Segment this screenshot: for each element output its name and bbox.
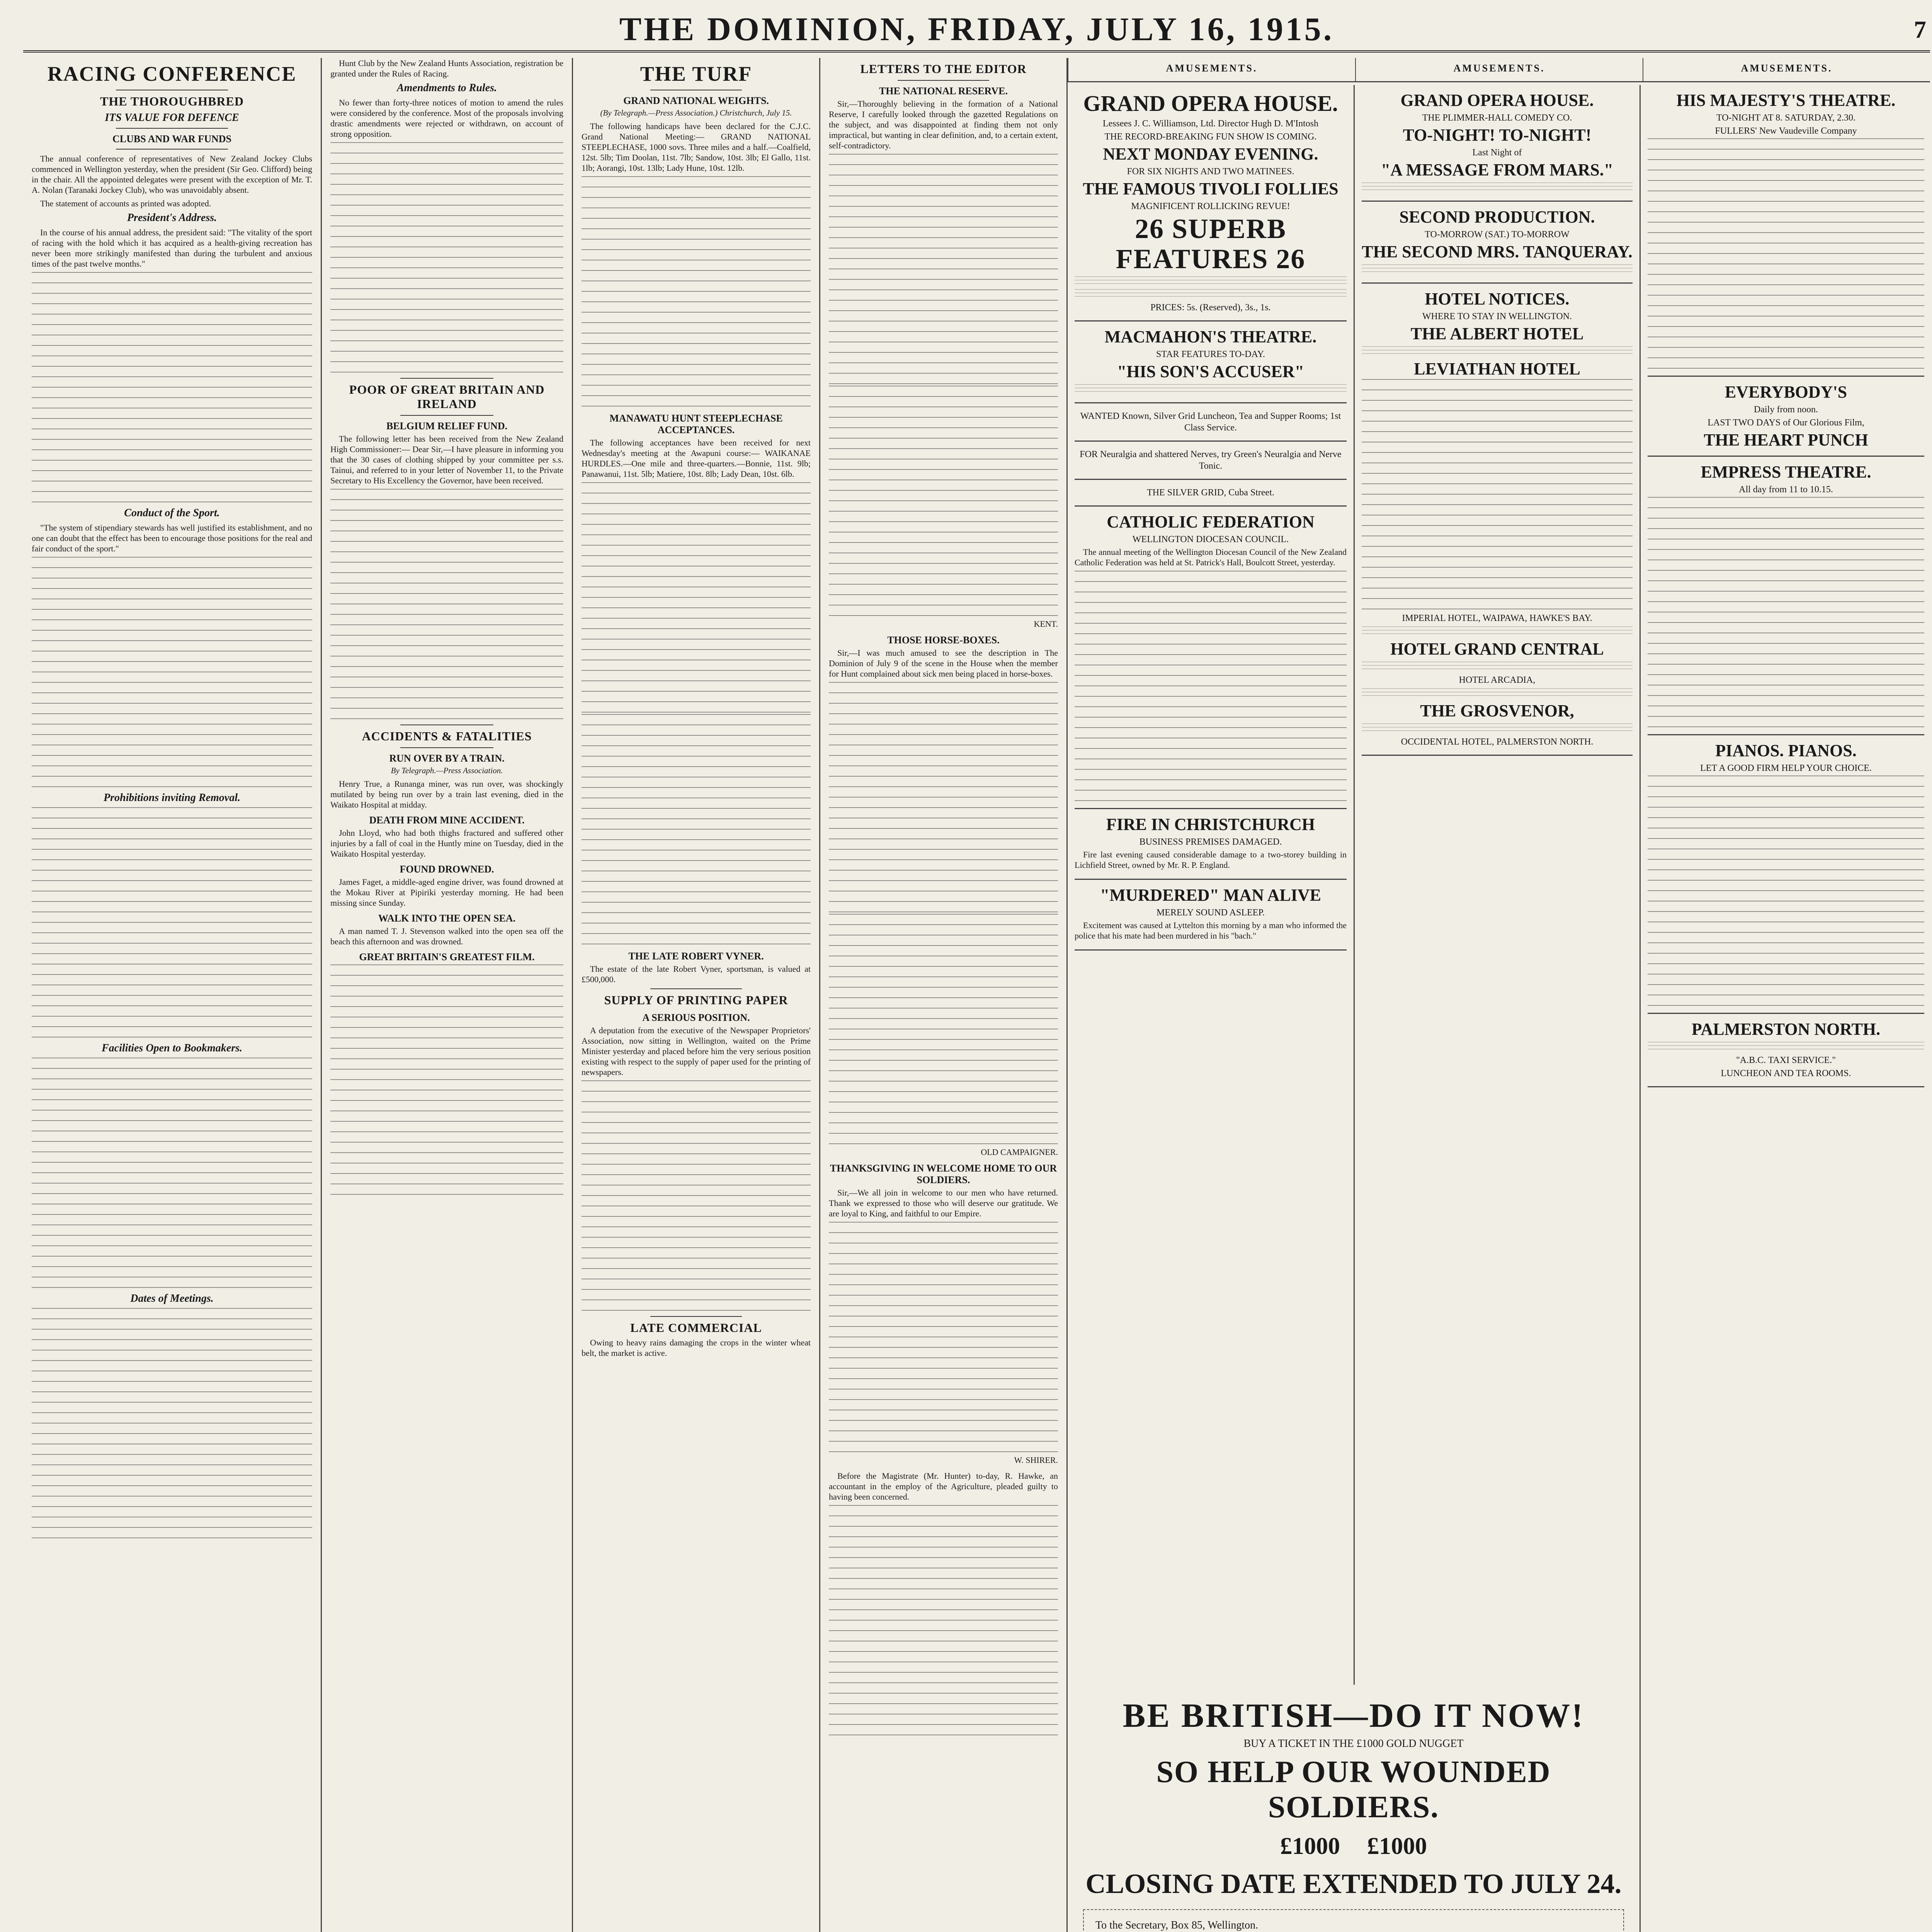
hotel-albert: THE ALBERT HOTEL	[1410, 324, 1584, 343]
article-body-text	[829, 1222, 1058, 1454]
signature: KENT.	[1034, 619, 1058, 629]
thanks-para: Sir,—We all join in welcome to our men who have returned. Thank we expressed to those who will deserve our gratitude. We are loyal to King, and faithful to our Empire.	[829, 1188, 1058, 1218]
vyner-para: The estate of the late Robert Vyner, sportsman, is valued at £500,000.	[582, 964, 811, 984]
racing-section-bookmakers: Facilities Open to Bookmakers.	[102, 1042, 242, 1054]
ad-wanted	[1075, 403, 1347, 442]
accident-drowned: FOUND DROWNED.	[400, 864, 494, 875]
article-body-text	[32, 272, 312, 504]
article-catholic	[1075, 507, 1347, 809]
ad-body-text	[1362, 688, 1633, 699]
racing-section-president: President's Address.	[127, 212, 217, 224]
ad-his-majesty	[1648, 85, 1924, 377]
thanks-heading: THANKSGIVING IN WELCOME HOME TO OUR SOLDIERS.	[830, 1163, 1057, 1185]
ad-line: LAST TWO DAYS of Our Glorious Film,	[1708, 418, 1864, 428]
article-subheading: MERELY SOUND ASLEEP.	[1156, 908, 1265, 918]
accident-drowned-para: James Faget, a middle-aged engine driver, was found drowned at the Mokau River at Pipiriki yesterday morning. He had been missing since Sunday.	[330, 877, 563, 908]
banner-title-2: SO HELP OUR WOUNDED SOLDIERS.	[1156, 1755, 1551, 1824]
weights-heading: GRAND NATIONAL WEIGHTS.	[623, 95, 769, 106]
ad-everybodys	[1648, 377, 1924, 457]
advertisements	[1066, 58, 1930, 1932]
ad-title: MACMAHON'S THEATRE.	[1104, 327, 1317, 346]
article-heading: "MURDERED" MAN ALIVE	[1100, 886, 1321, 905]
weights-para: The following handicaps have been declared for the C.J.C. Grand National Meeting:— GRAND NATIONAL STEEPLECHASE, 1000 sovs. Three miles and a half.—Coalfield, 12st. 5lb; Tim Doolan, 11st. 7lb; Sandow, 10st. 3lb; El Gallo, 11st. 1lb; Aorangi, 10st. 13lb; Lady Hune, 10st. 12lb.	[582, 121, 811, 173]
ad-title: EMPRESS THEATRE.	[1701, 463, 1871, 481]
ad-silver-grid	[1075, 480, 1347, 507]
banner-prize: £1000	[1280, 1833, 1340, 1859]
supply-para: A deputation from the executive of the Newspaper Proprietors' Association, now sitting in Wellington, waited on the Prime Minister yesterday and placed before him the very serious position existing with respect to the supply of paper used for the printing of newspapers.	[582, 1026, 811, 1077]
ad-prices: PRICES: 5s. (Reserved), 3s., 1s.	[1150, 303, 1271, 313]
ad-column-1	[1068, 85, 1354, 1685]
accident-train: RUN OVER BY A TRAIN.	[389, 753, 505, 764]
vyner-heading: THE LATE ROBERT VYNER.	[628, 951, 764, 962]
ad-line: THE RECORD-BREAKING FUN SHOW IS COMING.	[1104, 132, 1317, 142]
supply-kicker: A SERIOUS POSITION.	[642, 1012, 750, 1023]
banner-prizes	[1083, 1833, 1624, 1860]
banner-subtitle: BUY A TICKET IN THE £1000 GOLD NUGGET	[1243, 1738, 1464, 1750]
supply-heading: SUPPLY OF PRINTING PAPER	[604, 993, 788, 1007]
racing-heading: RACING CONFERENCE	[47, 62, 297, 85]
ad-body-text	[1648, 1042, 1924, 1052]
ad-title: GRAND OPERA HOUSE.	[1400, 91, 1594, 110]
article-body-text	[582, 482, 811, 714]
racing-subheading: THE THOROUGHBRED	[100, 94, 244, 108]
accident-mine-para: John Lloyd, who had both thighs fractured and suffered other injuries by a fall of coal in the Huntly mine on Tuesday, died in the Waikato Hospital yesterday.	[330, 828, 563, 859]
ad-play: THE SECOND MRS. TANQUERAY.	[1362, 242, 1633, 261]
turf-heading: THE TURF	[640, 62, 752, 85]
ad-body-text	[1075, 384, 1347, 395]
ad-line: THE PLIMMER-HALL COMEDY CO.	[1422, 113, 1572, 123]
ad-line: MAGNIFICENT ROLLICKING REVUE!	[1131, 201, 1290, 211]
column-turf	[572, 58, 819, 1932]
article-body-text	[829, 1505, 1058, 1737]
article-body-text	[582, 1080, 811, 1312]
column-letters	[819, 58, 1066, 1932]
ad-grand-opera-2	[1362, 85, 1633, 202]
ad-line: Last Night of	[1472, 148, 1522, 158]
reserve-para: Sir,—Thoroughly believing in the formation of a National Reserve, I carefully looked through the gazetted Regulations on the subject, and was disappointed at finding them not only impractical, but wanting in clear definition, and, to a certain extent, self-contradictory.	[829, 99, 1058, 150]
ad-palmerston	[1648, 1014, 1924, 1087]
film-heading: GREAT BRITAIN'S GREATEST FILM.	[359, 951, 535, 963]
banner-prize: £1000	[1367, 1833, 1427, 1859]
amendments-heading: Amendments to Rules.	[396, 82, 497, 94]
racing-section-conduct: Conduct of the Sport.	[124, 507, 220, 519]
article-heading: FIRE IN CHRISTCHURCH	[1106, 815, 1315, 834]
article-body-text	[1075, 571, 1347, 803]
belgian-heading: BELGIUM RELIEF FUND.	[386, 420, 508, 432]
article-body-text	[829, 682, 1058, 914]
ad-line: FOR SIX NIGHTS AND TWO MATINEES.	[1127, 167, 1294, 177]
ad-grand-opera	[1075, 85, 1347, 321]
commercial-heading: LATE COMMERCIAL	[630, 1321, 762, 1335]
article-body-text	[32, 1058, 312, 1289]
hotel-heading: HOTEL NOTICES.	[1425, 289, 1570, 308]
ad-column-2	[1354, 85, 1639, 1685]
ad-line: FOR Neuralgia and shattered Nerves, try Green's Neuralgia and Nerve Tonic.	[1080, 449, 1342, 471]
ad-line: TO-NIGHT! TO-NIGHT!	[1403, 126, 1592, 145]
ad-title: PALMERSTON NORTH.	[1691, 1020, 1881, 1039]
racing-subheading-2: CLUBS AND WAR FUNDS	[112, 133, 231, 145]
racing-address: In the course of his annual address, the president said: "The vitality of the sport of racing with the hold which it has acquired as a health-giving recreation has never been more strikingly manifested than during the turbulent and anxious times of the past twelve months."	[32, 228, 312, 269]
ad-title: SECOND PRODUCTION.	[1399, 207, 1595, 226]
banner-closing-date: CLOSING DATE EXTENDED TO JULY 24.	[1085, 1868, 1622, 1899]
hotel-grosvenor: THE GROSVENOR,	[1420, 701, 1574, 720]
racing-para: The statement of accounts as printed was adopted.	[40, 199, 211, 208]
hotel-grand-central: HOTEL GRAND CENTRAL	[1390, 639, 1604, 658]
article-body-text	[829, 386, 1058, 617]
page-number: 7	[1914, 16, 1926, 43]
article-body-text	[330, 489, 563, 721]
racing-conduct: "The system of stipendiary stewards has well justified its establishment, and no one can doubt that the effect has been to encourage those positions for the real and fair conduct of the sport."	[32, 523, 312, 553]
ad-line: Lessees J. C. Williamson, Ltd. Director Hugh D. M'Intosh	[1102, 119, 1319, 129]
article-body-text	[330, 142, 563, 374]
horse-heading: THOSE HORSE-BOXES.	[887, 634, 1000, 646]
ad-line: WANTED Known, Silver Grid Luncheon, Tea and Supper Rooms; 1st Class Service.	[1080, 411, 1341, 433]
hotel-occidental: OCCIDENTAL HOTEL, PALMERSTON NORTH.	[1401, 737, 1594, 747]
ad-line: TO-NIGHT AT 8. SATURDAY, 2.30.	[1716, 113, 1856, 123]
gold-nugget-banner	[1068, 1689, 1639, 1932]
article-fire	[1075, 809, 1347, 880]
amusements-label: AMUSEMENTS.	[1068, 58, 1355, 81]
ad-second-production	[1362, 202, 1633, 284]
accidents-heading: ACCIDENTS & FATALITIES	[362, 729, 532, 743]
accident-mine: DEATH FROM MINE ACCIDENT.	[369, 815, 525, 826]
ad-body-text	[1362, 723, 1633, 734]
ad-body-text	[1362, 346, 1633, 357]
coupon[interactable]	[1083, 1909, 1624, 1932]
ad-line: "A.B.C. TAXI SERVICE."	[1736, 1055, 1836, 1065]
ad-film: THE HEART PUNCH	[1704, 430, 1868, 449]
hotel-leviathan: LEVIATHAN HOTEL	[1414, 359, 1580, 378]
ad-line: LET A GOOD FIRM HELP YOUR CHOICE.	[1700, 763, 1872, 773]
ad-title: HIS MAJESTY'S THEATRE.	[1676, 91, 1896, 110]
article-para: Fire last evening caused considerable damage to a two-storey building in Lichfield Street, owned by Mr. R. P. England.	[1075, 850, 1347, 870]
accident-sea: WALK INTO THE OPEN SEA.	[378, 913, 516, 924]
hotel-where: WHERE TO STAY IN WELLINGTON.	[1422, 311, 1572, 321]
poor-heading: POOR OF GREAT BRITAIN AND IRELAND	[349, 383, 545, 411]
ad-tivoli: THE FAMOUS TIVOLI FOLLIES	[1083, 179, 1338, 198]
banner-title: BE BRITISH—DO IT NOW!	[1122, 1697, 1585, 1735]
article-murdered	[1075, 880, 1347, 951]
accident-sea-para: A man named T. J. Stevenson walked into the open sea off the beach this afternoon and was drowned.	[330, 926, 563, 946]
ad-next-monday: NEXT MONDAY EVENING.	[1103, 145, 1318, 163]
column-racing	[23, 58, 321, 1932]
turf-byline: (By Telegraph.—Press Association.) Christchurch, July 15.	[600, 108, 792, 117]
article-body-text	[829, 914, 1058, 1146]
ad-body-text	[1075, 289, 1347, 299]
article-body-text	[32, 1308, 312, 1540]
column-two	[321, 58, 572, 1932]
article-body-text	[32, 807, 312, 1039]
article-body-text	[32, 557, 312, 789]
accident-byline: By Telegraph.—Press Association.	[391, 766, 503, 775]
amusements-header	[1068, 58, 1930, 82]
court-para: Before the Magistrate (Mr. Hunter) to-day, R. Hawke, an accountant in the employ of the Agriculture, pleaded guilty to having been concerned.	[829, 1471, 1058, 1502]
ad-empress	[1648, 457, 1924, 735]
masthead	[23, 8, 1930, 53]
ad-body-text	[1648, 497, 1924, 729]
reserve-heading: THE NATIONAL RESERVE.	[879, 85, 1008, 97]
ad-column-3	[1639, 85, 1930, 1932]
ad-line: All day from 11 to 10.15.	[1739, 485, 1833, 495]
article-heading: CATHOLIC FEDERATION	[1107, 512, 1315, 531]
amusements-label: AMUSEMENTS.	[1355, 58, 1643, 81]
accident-train-para: Henry True, a Runanga miner, was run over, was shockingly mutilated by being run over by a train last evening, died in the Waikato Hospital at midday.	[330, 779, 563, 810]
amendments-para: No fewer than forty-three notices of motion to amend the rules were considered by the conference. Most of the proposals involving drastic amendments were rejected or withdrawn, on account of strong opposition.	[330, 98, 563, 139]
article-body-text	[582, 176, 811, 408]
ad-title: GRAND OPERA HOUSE.	[1083, 91, 1338, 116]
ad-body-text	[1362, 182, 1633, 193]
ad-body-text	[1362, 379, 1633, 611]
ad-body-text	[1362, 626, 1633, 637]
article-body-text	[330, 964, 563, 1196]
manawatu-heading: MANAWATU HUNT STEEPLECHASE ACCEPTANCES.	[609, 413, 783, 435]
ad-tonic	[1075, 442, 1347, 480]
ad-line: Daily from noon.	[1754, 405, 1818, 415]
article-para: Excitement was caused at Lyttelton this morning by a man who informed the police that his mate had been murdered in his "bach."	[1075, 920, 1347, 940]
masthead-title: THE DOMINION, FRIDAY, JULY 16, 1915.	[619, 10, 1334, 48]
racing-kicker: ITS VALUE FOR DEFENCE	[105, 112, 239, 124]
amusements-label: AMUSEMENTS.	[1643, 58, 1930, 81]
hotel-arcadia: HOTEL ARCADIA,	[1459, 675, 1536, 685]
ad-pianos	[1648, 735, 1924, 1014]
commercial-para: Owing to heavy rains damaging the crops in the winter wheat belt, the market is active.	[582, 1338, 811, 1358]
article-subheading: WELLINGTON DIOCESAN COUNCIL.	[1132, 534, 1289, 544]
coupon-address: To the Secretary, Box 85, Wellington.	[1095, 1919, 1259, 1931]
racing-section-prohibitions: Prohibitions inviting Removal.	[104, 792, 240, 804]
ad-title: EVERYBODY'S	[1725, 383, 1847, 401]
article-body-text	[582, 714, 811, 946]
racing-intro: The annual conference of representatives of New Zealand Jockey Clubs commenced in Wellington yesterday, when the president (Sir Geo. Clifford) being in the chair. All the appointed delegates were present with the exception of Mr. T. A. Nolan (Taranaki Jockey Club), who was unavoidably absent.	[32, 154, 312, 195]
ad-line: STAR FEATURES TO-DAY.	[1156, 349, 1265, 359]
ad-body-text	[1362, 662, 1633, 672]
signature: OLD CAMPAIGNER.	[981, 1147, 1058, 1157]
belgian-para: The following letter has been received from the New Zealand High Commissioner:— Dear Sir,—I have pleasure in informing you that the 30 cases of clothing shipped by your committee per s.s. Tainui, and referred to in your letter of November 11, to the Private Secretary to His Excellency the Governor, have been received.	[330, 434, 563, 485]
article-body-text	[829, 154, 1058, 386]
article-subheading: BUSINESS PREMISES DAMAGED.	[1139, 837, 1282, 847]
letters-heading: LETTERS TO THE EDITOR	[860, 62, 1027, 76]
ad-body-text	[1075, 276, 1347, 287]
hotel-imperial: IMPERIAL HOTEL, WAIPAWA, HAWKE'S BAY.	[1402, 613, 1592, 623]
ad-features: 26 SUPERB FEATURES 26	[1116, 213, 1306, 274]
ad-line: TO-MORROW (SAT.) TO-MORROW	[1425, 230, 1570, 240]
signature: W. SHIRER.	[1014, 1455, 1058, 1465]
ad-body-text	[1648, 776, 1924, 1007]
article-para: The annual meeting of the Wellington Diocesan Council of the New Zealand Catholic Federation was held at St. Patrick's Hall, Boulcott Street, yesterday.	[1075, 547, 1347, 567]
ad-line: LUNCHEON AND TEA ROOMS.	[1721, 1068, 1851, 1078]
ad-line: THE SILVER GRID, Cuba Street.	[1147, 488, 1274, 498]
ad-body-text	[1648, 138, 1924, 370]
ad-play: "A MESSAGE FROM MARS."	[1381, 160, 1614, 179]
manawatu-para: The following acceptances have been received for next Wednesday's meeting at the Awapuni course:— WAIKANAE HURDLES.—One mile and three-quarters.—Bonnie, 11st. 9lb; Panawanui, 11st. 5lb; Matiere, 10st. 8lb; Lady Dean, 10st. 6lb.	[582, 438, 811, 479]
hotel-notices	[1362, 284, 1633, 756]
racing-section-dates: Dates of Meetings.	[130, 1293, 214, 1304]
ad-body-text	[1362, 264, 1633, 275]
hunt-para: Hunt Club by the New Zealand Hunts Association, registration be granted under the Rules of Racing.	[330, 58, 563, 78]
horse-para: Sir,—I was much amused to see the description in The Dominion of July 9 of the scene in the House when the member for Hunt complained about sick men being placed in horse-boxes.	[829, 648, 1058, 679]
ad-line: FULLERS' New Vaudeville Company	[1715, 126, 1857, 136]
ad-macmahon	[1075, 321, 1347, 403]
ad-film: "HIS SON'S ACCUSER"	[1117, 362, 1304, 381]
ad-title: PIANOS. PIANOS.	[1715, 741, 1857, 760]
